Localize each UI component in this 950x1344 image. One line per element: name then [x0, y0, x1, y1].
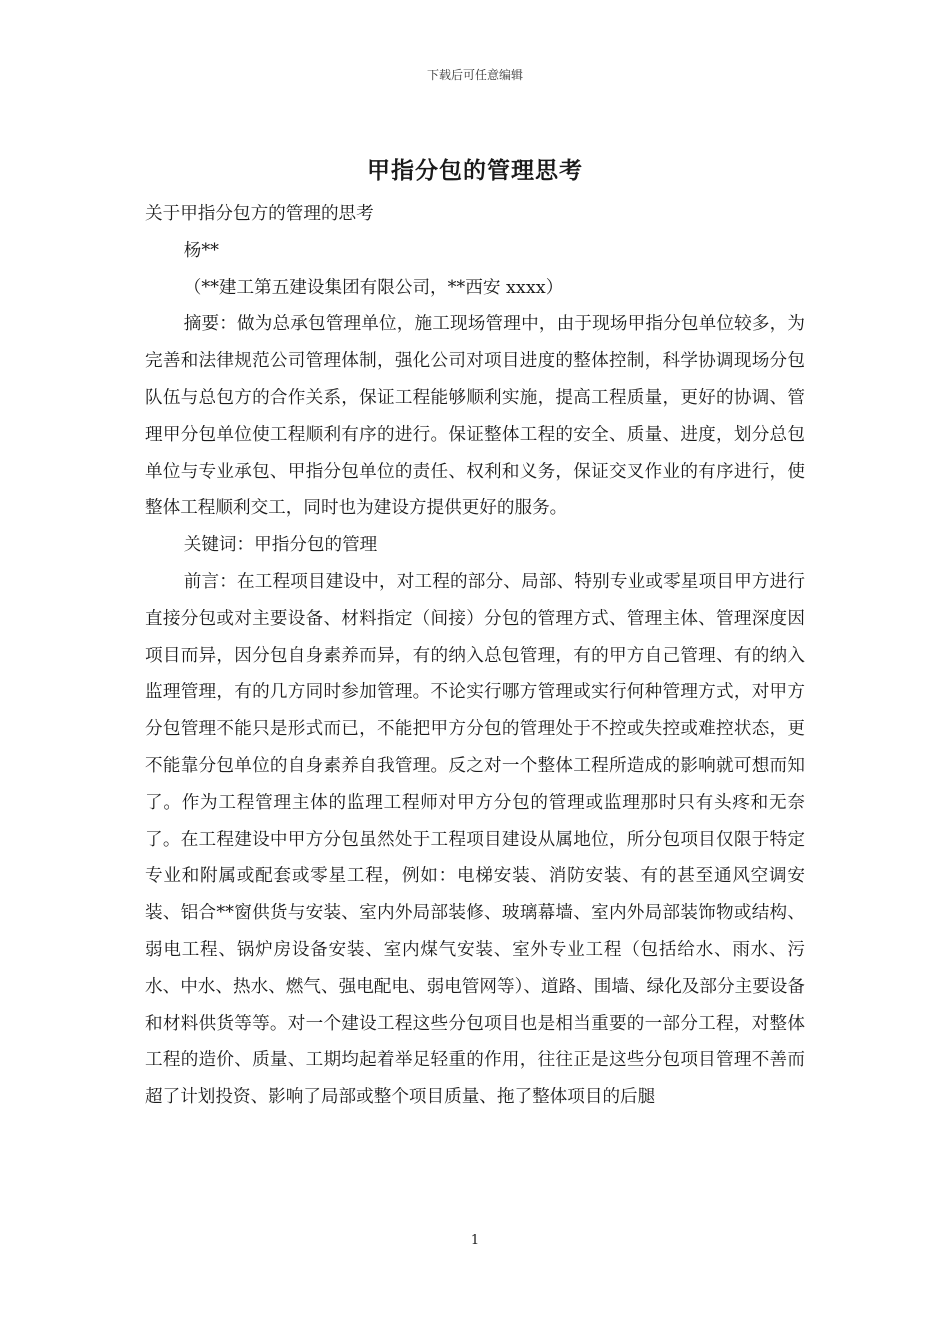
document-title: 甲指分包的管理思考 — [367, 157, 583, 184]
abstract-paragraph: 摘要：做为总承包管理单位，施工现场管理中，由于现场甲指分包单位较多，为完善和法律规范公司管理体制，强化公司对项目进度的整体控制，科学协调现场分包队伍与总包方的合作关系，保证工程能够顺利实施，提高工程质量，更好的协调、管理甲分包单位使工程顺利有序的进行。保证整体工程的安全、质量、进度，划分总包单位与专业承包、甲指分包单位的责任、权利和义务，保证交叉作业的有序进行，使整体工程顺利交工，同时也为建设方提供更好的服务。 — [145, 314, 805, 519]
page-header-note: 下载后可任意编辑 — [426, 68, 523, 82]
keywords-line: 关键词：甲指分包的管理 — [183, 535, 378, 556]
affiliation-line: （**建工第五建设集团有限公司，**西安 xxxx） — [183, 277, 564, 298]
document-body — [145, 196, 805, 1116]
subtitle: 关于甲指分包方的管理的思考 — [145, 204, 374, 224]
preface-paragraph: 前言：在工程项目建设中，对工程的部分、局部、特别专业或零星项目甲方进行直接分包或对主要设备、材料指定（间接）分包的管理方式、管理主体、管理深度因项目而异，因分包自身素养而异，有的纳入总包管理，有的甲方自己管理、有的纳入监理管理，有的几方同时参加管理。不论实行哪方管理或实行何种管理方式，对甲方分包管理不能只是形式而已，不能把甲方分包的管理处于不控或失控或难控状态，更不能靠分包单位的自身素养自我管理。反之对一个整体工程所造成的影响就可想而知了。作为工程管理主体的监理工程师对甲方分包的管理或监理那时只有头疼和无奈了。在工程建设中甲方分包虽然处于工程项目建设从属地位，所分包项目仅限于特定专业和附属或配套或零星工程，例如：电梯安装、消防安装、有的甚至通风空调安装、铝合**窗供货与安装、室内外局部装修、玻璃幕墙、室内外局部装饰物或结构、弱电工程、锅炉房设备安装、室内煤气安装、室外专业工程（包括给水、雨水、污水、中水、热水、燃气、强电配电、弱电管网等）、道路、围墙、绿化及部分主要设备和材料供货等等。对一个建设工程这些分包项目也是相当重要的一部分工程，对整体工程的造价、质量、工期均起着举足轻重的作用，往往正是这些分包项目管理不善而超了计划投资、影响了局部或整个项目质量、拖了整体项目的后腿 — [145, 571, 805, 1108]
author-line: 杨** — [183, 240, 219, 261]
page-number: 1 — [470, 1233, 480, 1248]
